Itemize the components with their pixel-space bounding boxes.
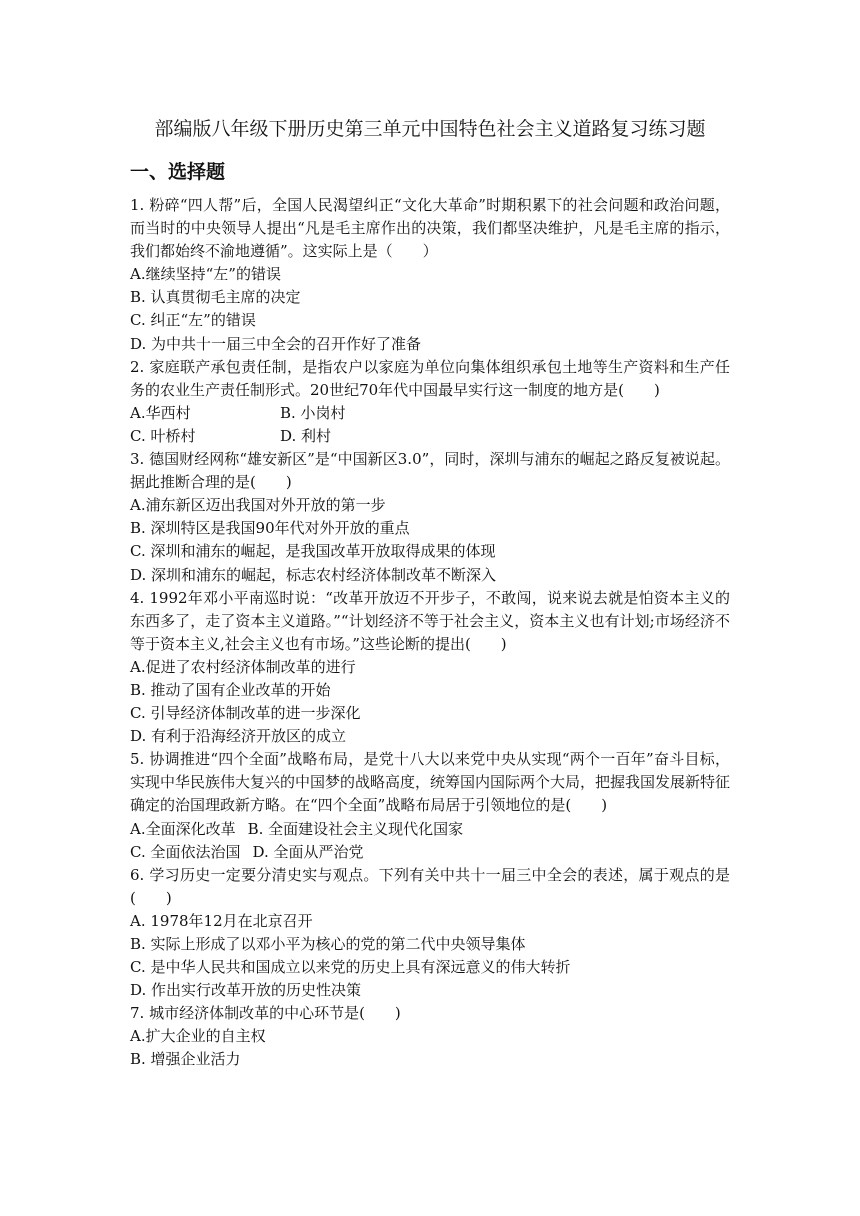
option-a: A.继续坚持“左”的错误 xyxy=(130,265,281,284)
question-6 xyxy=(130,864,730,1003)
option-b: B. 认真贯彻毛主席的决定 xyxy=(130,288,301,307)
option-c: C. 纠正“左”的错误 xyxy=(130,311,256,330)
question-stem: 1. 粉碎“四人帮”后，全国人民渴望纠正“文化大革命”时期积累下的社会问题和政治问题，而当时的中央领导人提出“凡是毛主席作出的决策，我们都坚决维护，凡是毛主席的指示，我们都始终不渝地遵循”。这实际上是（ ） xyxy=(130,196,730,261)
question-2 xyxy=(130,356,730,448)
option-a: A.华西村 xyxy=(130,403,191,422)
option-a: A.促进了农村经济体制改革的进行 xyxy=(130,657,356,676)
question-list xyxy=(130,194,730,1072)
option-b: B. 推动了国有企业改革的开始 xyxy=(130,680,331,699)
option-c: C. 深圳和浦东的崛起，是我国改革开放取得成果的体现 xyxy=(130,542,496,561)
question-stem: 2. 家庭联产承包责任制，是指农户以家庭为单位向集体组织承包土地等生产资料和生产任务的农业生产责任制形式。20世纪70年代中国最早实行这一制度的地方是( ) xyxy=(130,357,730,399)
option-d: D. 作出实行改革开放的历史性决策 xyxy=(130,981,362,1000)
option-row xyxy=(130,818,730,841)
option-b: B. 实际上形成了以邓小平为核心的党的第二代中央领导集体 xyxy=(130,935,526,953)
option-row xyxy=(130,841,730,864)
option-b: B. 全面建设社会主义现代化国家 xyxy=(247,819,464,838)
option-d: D. 有利于沿海经济开放区的成立 xyxy=(130,727,347,746)
question-stem: 3. 德国财经网称“雄安新区”是“中国新区3.0”，同时，深圳与浦东的崛起之路反复被说起。据此推断合理的是( ) xyxy=(130,450,730,492)
option-b: B. 深圳特区是我国90年代对外开放的重点 xyxy=(130,519,410,538)
option-c: C. 全面依法治国 xyxy=(130,842,241,861)
option-d: D. 全面从严治党 xyxy=(252,842,364,861)
question-stem: 5. 协调推进“四个全面”战略布局，是党十八大以来党中央从实现“两个一百年”奋斗目标，实现中华民族伟大复兴的中国梦的战略高度，统筹国内国际两个大局，把握我国发展新特征确定的治国理政新方略。在“四个全面”战略布局居于引领地位的是( ) xyxy=(130,750,731,815)
option-row xyxy=(130,402,730,425)
option-b: B. 小岗村 xyxy=(280,403,346,422)
option-row xyxy=(130,425,730,448)
question-1 xyxy=(130,194,730,356)
option-a: A.浦东新区迈出我国对外开放的第一步 xyxy=(130,496,386,515)
question-4 xyxy=(130,587,730,749)
option-c: C. 引导经济体制改革的进一步深化 xyxy=(130,704,361,723)
option-d: D. 为中共十一届三中全会的召开作好了准备 xyxy=(130,334,422,353)
option-a: A.全面深化改革 xyxy=(130,819,236,838)
option-d: D. 深圳和浦东的崛起，标志农村经济体制改革不断深入 xyxy=(130,565,497,584)
option-d: D. 利村 xyxy=(280,426,332,445)
document-title: 部编版八年级下册历史第三单元中国特色社会主义道路复习练习题 xyxy=(154,118,706,140)
question-3 xyxy=(130,448,730,587)
question-stem: 7. 城市经济体制改革的中心环节是( ) xyxy=(130,1004,401,1023)
option-c: C. 是中华人民共和国成立以来党的历史上具有深远意义的伟大转折 xyxy=(130,958,571,977)
section-heading: 一、选择题 xyxy=(130,161,226,183)
option-a: A.扩大企业的自主权 xyxy=(130,1027,266,1046)
question-stem: 6. 学习历史一定要分清史实与观点。下列有关中共十一届三中全会的表述，属于观点的是( ) xyxy=(130,865,730,907)
option-b: B. 增强企业活力 xyxy=(130,1050,241,1069)
option-a: A. 1978年12月在北京召开 xyxy=(130,911,313,930)
question-stem: 4. 1992年邓小平南巡时说：“改革开放迈不开步子，不敢闯，说来说去就是怕资本主义的东西多了，走了资本主义道路。”“计划经济不等于社会主义，资本主义也有计划;市场经济不等于资本主义,社会主义也有市场。”这些论断的提出( ) xyxy=(130,588,730,653)
option-c: C. 叶桥村 xyxy=(130,426,196,445)
question-5 xyxy=(130,748,730,863)
question-7 xyxy=(130,1002,730,1071)
